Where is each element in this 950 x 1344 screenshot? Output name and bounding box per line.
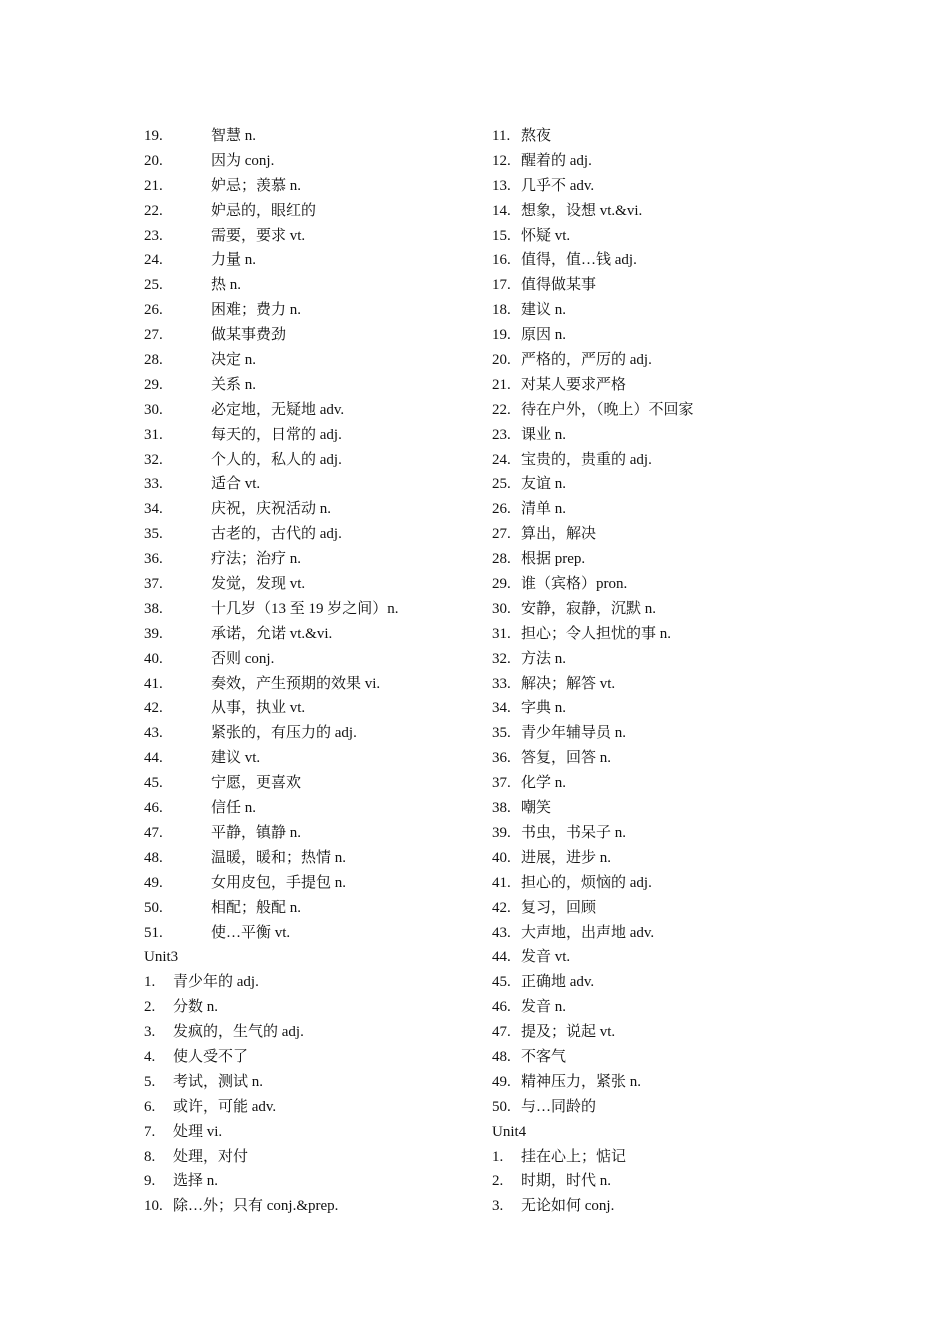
vocab-item [144, 497, 474, 522]
item-number: 46. [492, 999, 511, 1016]
item-definition: 进展，进步 n. [521, 849, 612, 866]
item-definition: 宁愿，更喜欢 [211, 775, 302, 792]
item-number: 45. [144, 775, 163, 792]
item-definition: 妒忌；羡慕 n. [211, 177, 302, 194]
item-definition: 女用皮包，手提包 n. [211, 874, 347, 891]
vocab-item [492, 224, 822, 249]
vocab-item [144, 672, 474, 697]
item-number: 37. [492, 775, 511, 792]
item-definition: 正确地 adv. [521, 974, 595, 991]
item-definition: 紧张的，有压力的 adj. [211, 725, 357, 742]
vocab-item [144, 896, 474, 921]
item-definition: 书虫，书呆子 n. [521, 824, 627, 841]
vocab-item [144, 273, 474, 298]
item-number: 29. [492, 576, 511, 593]
item-definition: 关系 n. [211, 376, 257, 393]
item-definition: 严格的，严厉的 adj. [521, 352, 652, 369]
item-definition: 热 n. [211, 277, 242, 294]
vocab-item [144, 1020, 474, 1045]
vocab-item [492, 149, 822, 174]
vocab-item [492, 970, 822, 995]
right-column [492, 124, 822, 1219]
item-number: 48. [492, 1048, 511, 1065]
item-number: 23. [492, 426, 511, 443]
vocab-item [144, 572, 474, 597]
item-number: 27. [144, 327, 163, 344]
item-number: 8. [144, 1148, 156, 1165]
item-number: 22. [144, 202, 163, 219]
item-definition: 发疯的，生气的 adj. [173, 1024, 304, 1041]
item-definition: 温暖，暖和；热情 n. [211, 849, 347, 866]
item-definition: 选择 n. [173, 1173, 219, 1190]
item-number: 21. [144, 177, 163, 194]
item-definition: 想象，设想 vt.&vi. [521, 202, 643, 219]
item-number: 25. [492, 476, 511, 493]
item-definition: 课业 n. [521, 426, 567, 443]
item-number: 7. [144, 1123, 156, 1140]
item-number: 35. [144, 526, 163, 543]
vocab-item [492, 995, 822, 1020]
item-number: 36. [144, 551, 163, 568]
vocab-item [492, 248, 822, 273]
item-definition: 清单 n. [521, 501, 567, 518]
vocab-item [492, 522, 822, 547]
item-number: 18. [492, 302, 511, 319]
item-definition: 个人的，私人的 adj. [211, 451, 342, 468]
item-definition: 妒忌的，眼红的 [211, 202, 317, 219]
vocab-item [492, 622, 822, 647]
item-definition: 大声地，出声地 adv. [521, 924, 655, 941]
item-definition: 建议 vt. [211, 750, 261, 767]
item-definition: 答复，回答 n. [521, 750, 612, 767]
vocab-item [144, 373, 474, 398]
item-number: 30. [492, 600, 511, 617]
item-number: 36. [492, 750, 511, 767]
vocab-item [492, 696, 822, 721]
vocab-item [144, 846, 474, 871]
vocab-item [144, 921, 474, 946]
item-definition: 化学 n. [521, 775, 567, 792]
vocab-item [492, 398, 822, 423]
item-number: 35. [492, 725, 511, 742]
item-number: 22. [492, 401, 511, 418]
item-definition: 谁（宾格）pron. [521, 576, 628, 593]
item-number: 43. [492, 924, 511, 941]
item-definition: 担心的，烦恼的 adj. [521, 874, 652, 891]
vocab-item [144, 124, 474, 149]
item-definition: 适合 vt. [211, 476, 261, 493]
vocab-item [492, 821, 822, 846]
vocab-item [492, 1169, 822, 1194]
vocab-item [144, 1070, 474, 1095]
item-definition: 从事，执业 vt. [211, 700, 306, 717]
vocab-item [144, 1120, 474, 1145]
item-definition: 信任 n. [211, 800, 257, 817]
item-definition: 庆祝，庆祝活动 n. [211, 501, 332, 518]
vocab-item [144, 622, 474, 647]
item-number: 19. [492, 327, 511, 344]
vocab-item [144, 871, 474, 896]
section-heading-text: Unit4 [492, 1123, 527, 1140]
vocab-item [144, 298, 474, 323]
vocab-item [144, 248, 474, 273]
item-definition: 青少年辅导员 n. [521, 725, 627, 742]
vocab-item [144, 995, 474, 1020]
item-number: 14. [492, 202, 511, 219]
item-number: 45. [492, 974, 511, 991]
item-number: 1. [144, 974, 156, 991]
vocab-item [492, 921, 822, 946]
vocab-item [492, 423, 822, 448]
item-definition: 宝贵的，贵重的 adj. [521, 451, 652, 468]
vocab-item [492, 547, 822, 572]
item-definition: 挂在心上；惦记 [521, 1148, 627, 1165]
item-definition: 提及；说起 vt. [521, 1024, 616, 1041]
item-definition: 必定地，无疑地 adv. [211, 401, 345, 418]
item-definition: 因为 conj. [211, 152, 275, 169]
vocab-item [144, 323, 474, 348]
item-number: 50. [144, 899, 163, 916]
item-definition: 熬夜 [521, 128, 552, 144]
item-definition: 复习，回顾 [521, 899, 597, 916]
vocab-item [492, 348, 822, 373]
vocab-item [144, 199, 474, 224]
vocab-item [144, 423, 474, 448]
item-number: 21. [492, 376, 511, 393]
item-number: 2. [144, 999, 156, 1016]
item-number: 44. [144, 750, 163, 767]
vocab-item [492, 846, 822, 871]
item-number: 39. [144, 625, 163, 642]
vocab-item [144, 696, 474, 721]
item-number: 6. [144, 1098, 156, 1115]
item-number: 32. [492, 650, 511, 667]
vocab-item [144, 771, 474, 796]
vocab-item [492, 945, 822, 970]
item-definition: 承诺，允诺 vt.&vi. [211, 625, 333, 642]
vocab-item [144, 1169, 474, 1194]
vocab-item [144, 472, 474, 497]
item-definition: 奏效，产生预期的效果 vi. [211, 675, 381, 692]
item-number: 40. [144, 650, 163, 667]
item-definition: 字典 n. [521, 700, 567, 717]
vocab-item [492, 1070, 822, 1095]
vocab-item [492, 672, 822, 697]
vocab-item [144, 348, 474, 373]
vocab-item [492, 373, 822, 398]
vocab-item [144, 398, 474, 423]
vocab-item [144, 1095, 474, 1120]
item-number: 23. [144, 227, 163, 244]
item-number: 34. [144, 501, 163, 518]
item-definition: 几乎不 adv. [521, 177, 595, 194]
item-definition: 相配；般配 n. [211, 899, 302, 916]
vocab-item [144, 547, 474, 572]
vocab-item [492, 472, 822, 497]
vocab-item [492, 199, 822, 224]
item-definition: 发音 n. [521, 999, 567, 1016]
item-number: 17. [492, 277, 511, 294]
vocab-item [144, 522, 474, 547]
vocab-item [144, 597, 474, 622]
item-number: 47. [492, 1024, 511, 1041]
item-definition: 青少年的 adj. [173, 974, 259, 991]
item-definition: 安静，寂静，沉默 n. [521, 600, 657, 617]
item-number: 44. [492, 949, 511, 966]
vocab-item [144, 746, 474, 771]
item-number: 31. [144, 426, 163, 443]
item-number: 33. [492, 675, 511, 692]
item-number: 34. [492, 700, 511, 717]
vocab-item [144, 821, 474, 846]
item-number: 37. [144, 576, 163, 593]
item-definition: 除…外；只有 conj.&prep. [173, 1198, 339, 1215]
item-definition: 分数 n. [173, 999, 219, 1016]
vocab-item [144, 174, 474, 199]
item-definition: 需要，要求 vt. [211, 227, 306, 244]
item-number: 20. [144, 152, 163, 169]
item-number: 24. [492, 451, 511, 468]
item-number: 3. [144, 1024, 156, 1041]
item-definition: 发觉，发现 vt. [211, 576, 306, 593]
vocab-item [144, 970, 474, 995]
item-number: 15. [492, 227, 511, 244]
item-definition: 方法 n. [521, 650, 567, 667]
item-definition: 使…平衡 vt. [211, 924, 291, 941]
vocab-item [492, 124, 822, 149]
item-number: 39. [492, 824, 511, 841]
item-number: 29. [144, 376, 163, 393]
item-number: 31. [492, 625, 511, 642]
vocab-item [492, 174, 822, 199]
item-definition: 做某事费劲 [211, 327, 287, 344]
item-number: 32. [144, 451, 163, 468]
item-number: 30. [144, 401, 163, 418]
vocab-item [492, 1145, 822, 1170]
item-definition: 待在户外，（晚上）不回家 [521, 401, 694, 418]
item-number: 28. [492, 551, 511, 568]
item-number: 51. [144, 924, 163, 941]
item-number: 41. [144, 675, 163, 692]
vocab-item [492, 721, 822, 746]
item-number: 47. [144, 824, 163, 841]
item-number: 2. [492, 1173, 504, 1190]
item-definition: 智慧 n. [211, 128, 257, 144]
item-number: 16. [492, 252, 511, 269]
item-definition: 担心；令人担忧的事 n. [521, 625, 672, 642]
item-definition: 嘲笑 [521, 800, 552, 817]
vocab-item [492, 298, 822, 323]
item-number: 1. [492, 1148, 504, 1165]
item-number: 4. [144, 1048, 156, 1065]
item-definition: 原因 n. [521, 327, 567, 344]
item-definition: 怀疑 vt. [521, 227, 571, 244]
item-definition: 时期，时代 n. [521, 1173, 612, 1190]
item-number: 20. [492, 352, 511, 369]
item-definition: 与…同龄的 [521, 1098, 597, 1115]
item-number: 3. [492, 1198, 504, 1215]
vocab-item [144, 647, 474, 672]
item-definition: 平静，镇静 n. [211, 824, 302, 841]
vocab-item [492, 746, 822, 771]
item-number: 25. [144, 277, 163, 294]
item-number: 28. [144, 352, 163, 369]
item-number: 13. [492, 177, 511, 194]
item-definition: 否则 conj. [211, 650, 275, 667]
vocab-item [492, 771, 822, 796]
vocab-item [492, 572, 822, 597]
vocab-item [492, 1020, 822, 1045]
item-number: 26. [492, 501, 511, 518]
item-definition: 解决；解答 vt. [521, 675, 616, 692]
vocab-item [492, 597, 822, 622]
item-number: 33. [144, 476, 163, 493]
item-definition: 古老的，古代的 adj. [211, 526, 342, 543]
vocab-item [492, 1045, 822, 1070]
item-definition: 算出，解决 [521, 526, 597, 543]
item-number: 40. [492, 849, 511, 866]
item-definition: 处理，对付 [173, 1148, 249, 1165]
item-number: 11. [492, 128, 511, 144]
vocab-item [144, 796, 474, 821]
item-number: 42. [144, 700, 163, 717]
item-number: 27. [492, 526, 511, 543]
vocab-item [144, 1145, 474, 1170]
left-column [144, 124, 474, 1219]
item-definition: 困难；费力 n. [211, 302, 302, 319]
item-definition: 处理 vi. [173, 1123, 223, 1140]
item-definition: 对某人要求严格 [521, 376, 627, 393]
vocab-item [144, 721, 474, 746]
item-definition: 决定 n. [211, 352, 257, 369]
item-definition: 每天的，日常的 adj. [211, 426, 342, 443]
item-number: 48. [144, 849, 163, 866]
item-definition: 不客气 [521, 1048, 567, 1065]
vocab-item [144, 224, 474, 249]
item-number: 38. [144, 600, 163, 617]
vocab-item [144, 448, 474, 473]
item-number: 46. [144, 800, 163, 817]
item-number: 50. [492, 1098, 511, 1115]
vocab-item [492, 647, 822, 672]
item-number: 9. [144, 1173, 156, 1190]
item-definition: 友谊 n. [521, 476, 567, 493]
item-definition: 值得，值…钱 adj. [521, 252, 637, 269]
item-number: 49. [144, 874, 163, 891]
vocab-item [492, 896, 822, 921]
item-definition: 根据 prep. [521, 551, 586, 568]
vocab-item [492, 273, 822, 298]
item-definition: 值得做某事 [521, 277, 597, 294]
item-number: 49. [492, 1073, 511, 1090]
vocab-item [144, 149, 474, 174]
section-heading [144, 945, 474, 970]
item-definition: 使人受不了 [173, 1048, 249, 1065]
item-definition: 或许，可能 adv. [173, 1098, 277, 1115]
vocab-item [492, 1095, 822, 1120]
item-definition: 十几岁（13 至 19 岁之间）n. [211, 600, 399, 617]
item-number: 24. [144, 252, 163, 269]
item-number: 42. [492, 899, 511, 916]
item-definition: 无论如何 conj. [521, 1198, 615, 1215]
vocab-item [492, 323, 822, 348]
section-heading [492, 1120, 822, 1145]
item-number: 5. [144, 1073, 156, 1090]
item-number: 10. [144, 1198, 163, 1215]
item-definition: 精神压力，紧张 n. [521, 1073, 642, 1090]
section-heading-text: Unit3 [144, 949, 179, 966]
item-number: 41. [492, 874, 511, 891]
vocab-item [492, 871, 822, 896]
item-definition: 疗法；治疗 n. [211, 551, 302, 568]
vocab-item [144, 1045, 474, 1070]
item-definition: 发音 vt. [521, 949, 571, 966]
vocab-item [144, 1194, 474, 1219]
item-number: 26. [144, 302, 163, 319]
item-definition: 建议 n. [521, 302, 567, 319]
item-definition: 力量 n. [211, 252, 257, 269]
item-number: 43. [144, 725, 163, 742]
item-number: 19. [144, 128, 163, 144]
vocab-item [492, 1194, 822, 1219]
item-definition: 醒着的 adj. [521, 152, 592, 169]
item-definition: 考试，测试 n. [173, 1073, 264, 1090]
item-number: 38. [492, 800, 511, 817]
vocab-item [492, 448, 822, 473]
item-number: 12. [492, 152, 511, 169]
vocab-item [492, 497, 822, 522]
vocab-item [492, 796, 822, 821]
